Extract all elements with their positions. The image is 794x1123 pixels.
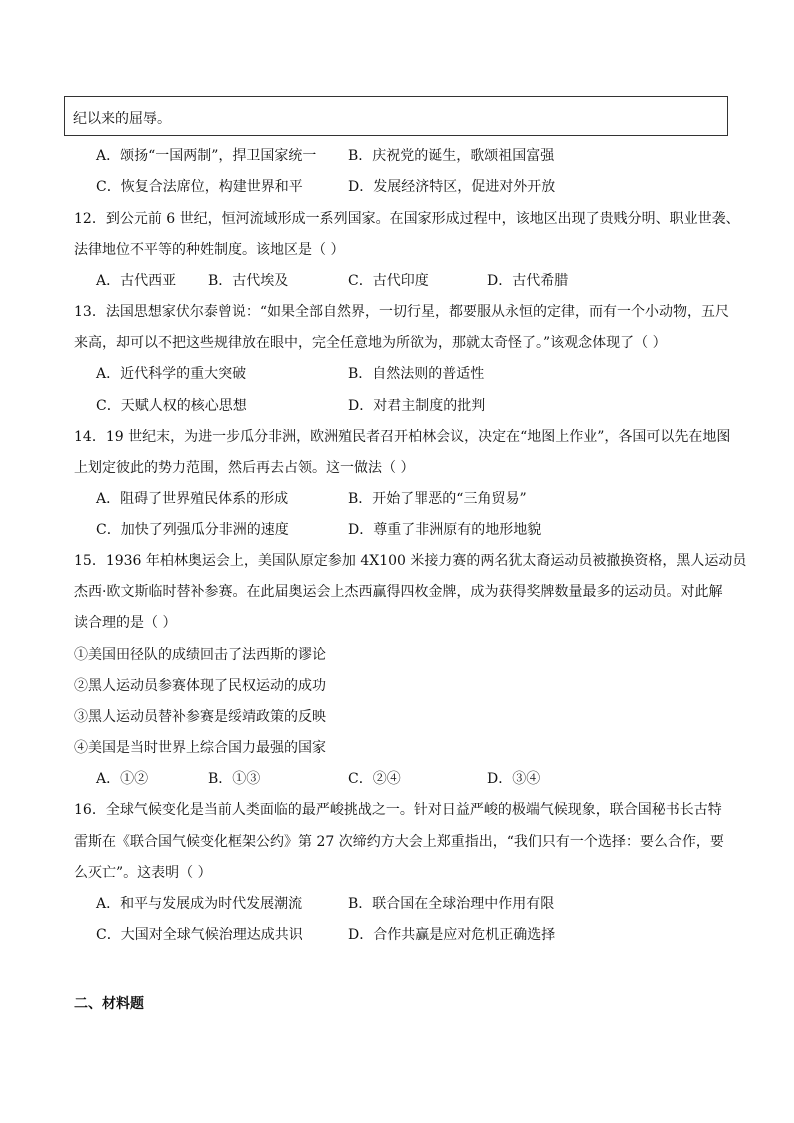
q13-option-a: A．近代科学的重大突破 (96, 366, 247, 382)
q12-option-d: D．古代希腊 (487, 273, 569, 289)
q15-option-d: D．③④ (487, 771, 541, 787)
q16-option-c: C．大国对全球气候治理达成共识 (96, 927, 303, 943)
q16-option-d: D．合作共赢是应对危机正确选择 (348, 927, 556, 943)
q13-option-c: C．天赋人权的核心思想 (96, 398, 247, 414)
q12-option-b: B．古代埃及 (208, 273, 289, 289)
q16-option-b: B．联合国在全球治理中作用有限 (348, 896, 555, 912)
q12-stem-line-2: 法律地位不平等的种姓制度。该地区是（ ） (74, 242, 345, 258)
q14-stem-line-2: 上划定彼此的势力范围，然后再去占领。这一做法（ ） (74, 460, 415, 476)
q15-stem-line-1: 15．1936 年柏林奥运会上，美国队原定参加 4X100 米接力赛的两名犹太裔运动员被撤换资格，黑人运动员 (74, 553, 747, 569)
q11-option-c: C．恢复合法席位，构建世界和平 (96, 179, 303, 195)
q15-statement-2: ②黑人运动员参赛体现了民权运动的成功 (74, 678, 326, 694)
q14-option-a: A．阻碍了世界殖民体系的形成 (96, 491, 289, 507)
q14-option-b: B．开始了罪恶的“三角贸易” (348, 491, 527, 507)
q16-stem-line-3: 么灭亡”。这表明（ ） (74, 865, 212, 881)
q15-stem-line-2: 杰西·欧文斯临时替补参赛。在此届奥运会上杰西赢得四枚金牌，成为获得奖牌数量最多的运动员。对此解 (74, 584, 723, 600)
q16-option-a: A．和平与发展成为时代发展潮流 (96, 896, 303, 912)
q15-stem-line-3: 读合理的是（ ） (74, 615, 177, 631)
q14-option-c: C．加快了列强瓜分非洲的速度 (96, 522, 289, 538)
q14-stem-line-1: 14．19 世纪末，为进一步瓜分非洲，欧洲殖民者召开柏林会议，决定在“地图上作业”，各国可以先在地图 (74, 429, 731, 445)
q13-option-b: B．自然法则的普适性 (348, 366, 485, 382)
material-box (64, 96, 728, 136)
q14-option-d: D．尊重了非洲原有的地形地貌 (348, 522, 542, 538)
q13-option-d: D．对君主制度的批判 (348, 398, 486, 414)
q15-option-c: C．②④ (348, 771, 401, 787)
q15-statement-4: ④美国是当时世界上综合国力最强的国家 (74, 740, 326, 756)
q12-option-c: C．古代印度 (348, 273, 429, 289)
q15-statement-1: ①美国田径队的成绩回击了法西斯的谬论 (74, 647, 326, 663)
q11-option-a: A．颂扬“一国两制”，捍卫国家统一 (96, 148, 317, 164)
q15-option-a: A．①② (96, 771, 149, 787)
q15-option-b: B．①③ (208, 771, 261, 787)
q13-stem-line-1: 13．法国思想家伏尔泰曾说：“如果全部自然界，一切行星，都要服从永恒的定律，而有一个小动物，五尺 (74, 304, 729, 320)
q16-stem-line-1: 16．全球气候变化是当前人类面临的最严峻挑战之一。针对日益严峻的极端气候现象，联合国秘书长古特 (74, 802, 722, 818)
q15-statement-3: ③黑人运动员替补参赛是绥靖政策的反映 (74, 709, 326, 725)
q12-option-a: A．古代西亚 (96, 273, 177, 289)
q12-stem-line-1: 12．到公元前 6 世纪，恒河流域形成一系列国家。在国家形成过程中，该地区出现了贵贱分明、职业世袭、 (74, 211, 740, 227)
material-text: 纪以来的屈辱。 (73, 111, 171, 127)
q11-option-b: B．庆祝党的诞生，歌颂祖国富强 (348, 148, 555, 164)
q13-stem-line-2: 来高，却可以不把这些规律放在眼中，完全任意地为所欲为，那就太奇怪了。”该观念体现了（ ） (74, 335, 667, 351)
q11-option-d: D．发展经济特区，促进对外开放 (348, 179, 556, 195)
section-heading: 二、材料题 (74, 996, 144, 1012)
q16-stem-line-2: 雷斯在《联合国气候变化框架公约》第 27 次缔约方大会上郑重指出，“我们只有一个选择：要么合作，要 (74, 834, 724, 850)
